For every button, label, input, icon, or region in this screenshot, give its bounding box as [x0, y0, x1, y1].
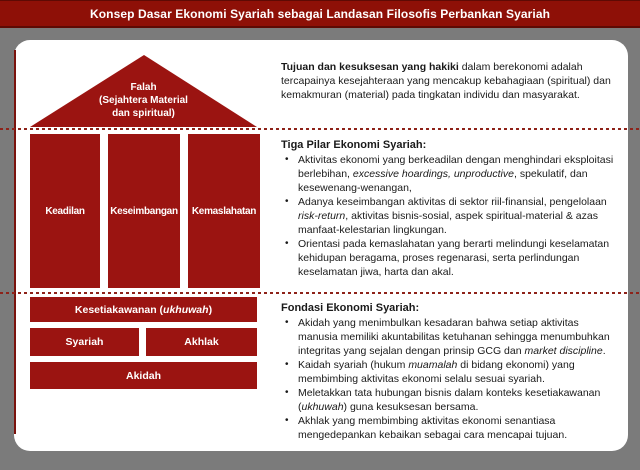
solidarity-label: Kesetiakawanan (ukhuwah) [74, 303, 213, 316]
separator-dotted-line-1 [0, 128, 640, 130]
bullet-marker: • [285, 317, 289, 328]
bullet-marker: • [285, 238, 289, 249]
pillars-section-heading: Tiga Pilar Ekonomi Syariah: [281, 139, 427, 151]
intro-paragraph: Tujuan dan kesuksesan yang hakiki dalam berekonomi adalah tercapainya kesejahteraan yang mencakup kebahagiaan (spiritual) dan kemakmuran (material) pada tingkatan individu dan masyarakat. [281, 61, 611, 101]
slide-title: Konsep Dasar Ekonomi Syariah sebagai Landasan Filosofis Perbankan Syariah [89, 6, 551, 21]
bullet-text: Kaidah syariah (hukum muamalah di bidang ekonomi) yang membimbing aktivitas ekonomi selalu sesuai syariah. [298, 359, 575, 385]
separator-dotted-line-2 [0, 292, 640, 294]
pillars-bullet-list [281, 153, 619, 279]
bullet-marker: • [285, 359, 289, 370]
pillar-keadilan [30, 134, 100, 288]
bullet-item [281, 316, 619, 358]
bullet-marker: • [285, 387, 289, 398]
bullet-item [281, 195, 619, 237]
content-panel [14, 40, 628, 451]
roof-label-line-1: Falah [130, 82, 157, 93]
roof-label [30, 81, 257, 120]
foundation-section-heading: Fondasi Ekonomi Syariah: [281, 302, 420, 314]
bullet-text: Akidah yang menimbulkan kesadaran bahwa setiap aktivitas manusia memiliki akuntabilitas ketuhanan sehingga menumbuhkan integritas yang sejalan dengan prinsip GCG dan market discipline. [298, 317, 610, 357]
bullet-marker: • [285, 196, 289, 207]
foundation-bullet-list [281, 316, 619, 442]
roof-label-line-2: (Sejahtera Material [99, 95, 188, 106]
bullet-item [281, 237, 619, 279]
bullet-text: Aktivitas ekonomi yang berkeadilan dengan menghindari eksploitasi berlebihan, excessive hoardings, unproductive, spekulatif, dan kesewenang-wenangan, [298, 154, 614, 194]
pillars-section [281, 138, 619, 279]
syariah-label: Syariah [65, 336, 104, 348]
bullet-marker: • [285, 154, 289, 165]
foundation-section [281, 301, 619, 442]
bullet-item [281, 414, 619, 442]
pillar-keseimbangan [108, 134, 180, 288]
bullet-item [281, 358, 619, 386]
akidah-label: Akidah [125, 369, 161, 382]
akhlak-label: Akhlak [184, 336, 219, 348]
pillar-label: Keseimbangan [110, 205, 178, 217]
bullet-text: Orientasi pada kemaslahatan yang berarti melindungi keselamatan kehidupan beragama, proses regenarasi, serta perlindungan keselamatan jiwa, harta dan akal. [298, 238, 610, 278]
bullet-item [281, 153, 619, 195]
pillar-label: Kemaslahatan [191, 205, 257, 217]
bullet-marker: • [285, 415, 289, 426]
bullet-text: Meletakkan tata hubungan bisnis dalam konteks kesetiakawanan (ukhuwah) guna kesuksesan bersama. [298, 387, 601, 413]
pillar-kemaslahatan [188, 134, 260, 288]
slide-title-bar [0, 0, 640, 28]
bullet-text: Akhlak yang membimbing aktivitas ekonomi senantiasa mengedepankan kebaikan sebagai cara mencapai tujuan. [298, 415, 568, 441]
pillar-label: Keadilan [45, 205, 85, 217]
bullet-text: Adanya keseimbangan aktivitas di sektor riil-finansial, pengelolaan risk-return, aktivitas bisnis-sosial, aspek spiritual-material & azas manfaat-kelestarian lingkungan. [298, 196, 607, 236]
syariah-bar [30, 328, 139, 356]
roof-label-line-3: dan spiritual) [112, 108, 175, 119]
akidah-bar [30, 362, 257, 389]
bullet-item [281, 386, 619, 414]
panel-left-border-line [14, 50, 16, 434]
solidarity-bar [30, 297, 257, 322]
akhlak-bar [146, 328, 257, 356]
